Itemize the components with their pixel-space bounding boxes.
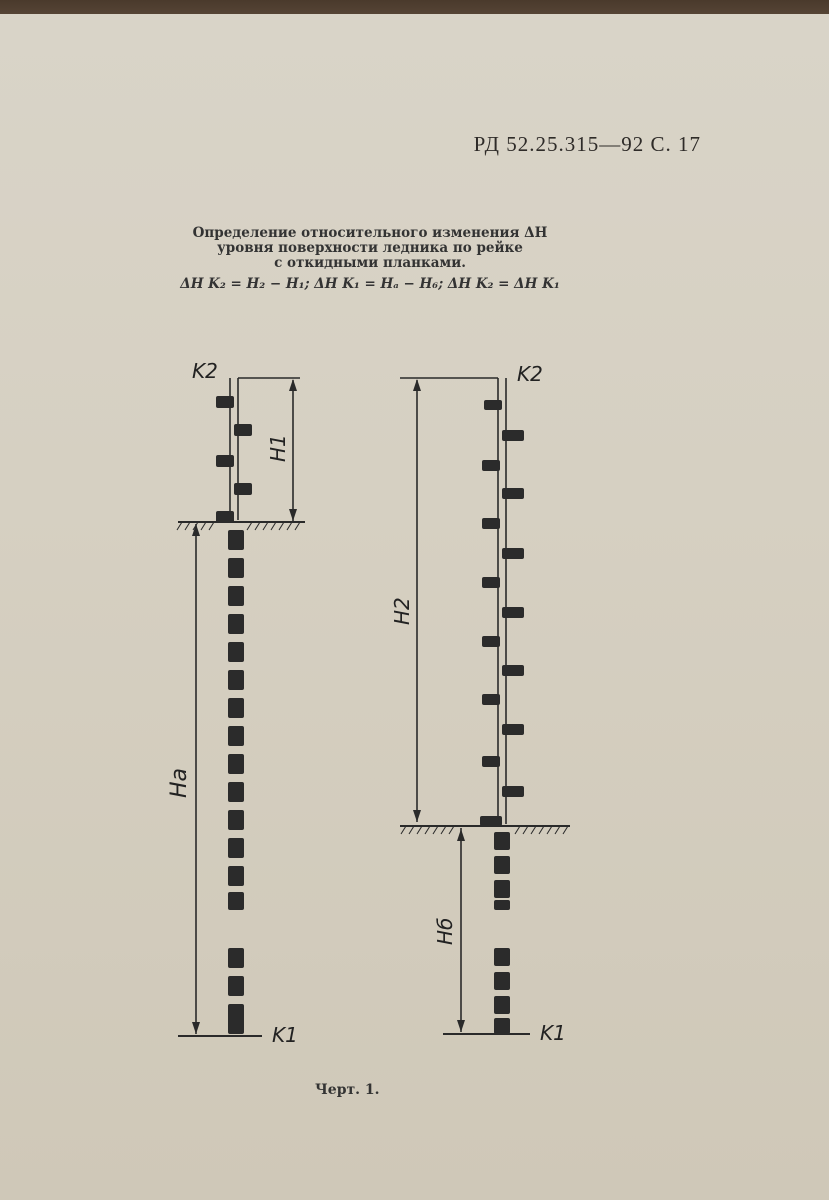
h2-label: H2 [390,597,414,625]
title-line-1: Определение относительного изменения ΔH [192,225,548,241]
left-k1-label: K1 [272,1023,298,1047]
figure-caption: Черт. 1. [315,1082,380,1098]
formula-line: ΔH K₂ = H₂ − H₁; ΔH K₁ = Hₐ − H₆; ΔH K₂ = ΔH K₁ [180,276,560,292]
right-k1-label: K1 [540,1021,566,1045]
ha-label: Ha [167,767,192,798]
hb-label: Hб [433,917,457,945]
page-header-code: РД 52.25.315—92 С. 17 [473,132,701,156]
left-buried-planks [228,530,244,1034]
right-buried-planks [494,832,510,1034]
left-k2-label: K2 [192,359,218,383]
h1-label: H1 [266,434,290,462]
right-upper-planks [480,400,524,826]
title-line-3: с откидными планками. [274,255,466,271]
title-line-2: уровня поверхности ледника по рейке [217,240,523,256]
left-upper-planks [216,396,252,523]
right-k2-label: K2 [517,362,543,386]
